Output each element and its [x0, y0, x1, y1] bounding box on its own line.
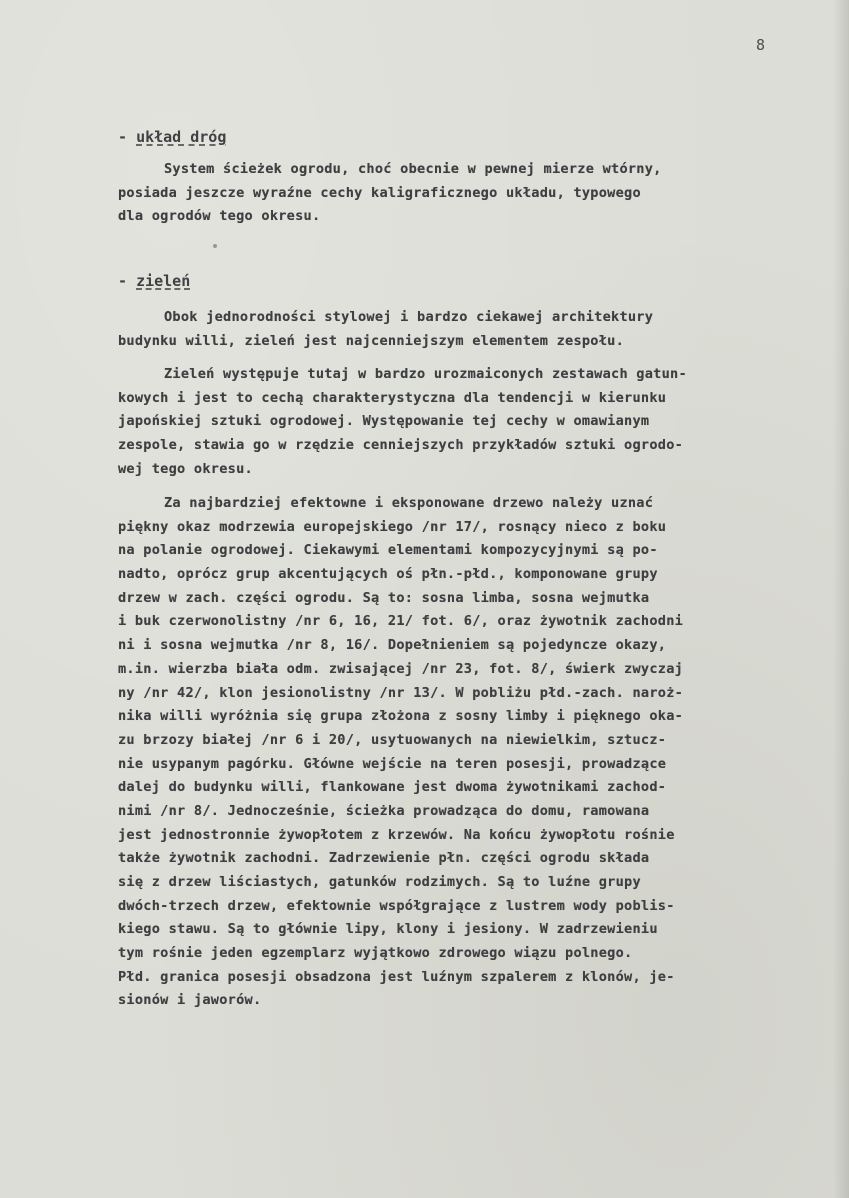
text-line: dwóch-trzech drzew, efektownie współgrające z lustrem wody poblis-: [118, 897, 675, 914]
paragraph-greenery-trees: [118, 492, 828, 1013]
text-line: i buk czerwonolistny /nr 6, 16, 21/ fot. 6/, oraz żywotnik zachodni: [118, 613, 684, 630]
text-line: m.in. wierzba biała odm. zwisającej /nr 23, fot. 8/, świerk zwyczaj: [118, 660, 684, 677]
text-line: sionów i jaworów.: [118, 992, 262, 1009]
paragraph-greenery-intro: [118, 306, 828, 353]
text-line: budynku willi, zieleń jest najcenniejszym elementem zespołu.: [118, 332, 625, 349]
text-line: ny /nr 42/, klon jesionolistny /nr 13/. W pobliżu płd.-zach. naroż-: [118, 684, 684, 701]
text-line: zespole, stawia go w rzędzie cenniejszych przykładów sztuki ogrodo-: [118, 437, 684, 454]
text-line: piękny okaz modrzewia europejskiego /nr 17/, rosnący nieco z boku: [118, 518, 667, 535]
paragraph-roads: [118, 158, 828, 229]
text-line: nadto, oprócz grup akcentujących oś płn.-płd., komponowane grupy: [118, 566, 658, 583]
text-line: Zieleń występuje tutaj w bardzo urozmaiconych zestawach gatun-: [164, 366, 687, 382]
text-line: nika willi wyróżnia się grupa złożona z sosny limby i pięknego oka-: [118, 708, 684, 725]
text-line: dalej do budynku willi, flankowane jest dwoma żywotnikami zachod-: [118, 779, 667, 796]
text-line: ni i sosna wejmutka /nr 8, 16/. Dopełnieniem są pojedyncze okazy,: [118, 637, 667, 654]
heading-dash: -: [118, 128, 137, 146]
text-line: Obok jednorodności stylowej i bardzo ciekawej architektury: [164, 309, 654, 325]
heading-text: zieleń: [136, 272, 191, 290]
text-line: Płd. granica posesji obsadzona jest luźnym szpalerem z klonów, je-: [118, 968, 675, 985]
text-line: drzew w zach. części ogrodu. Są to: sosna limba, sosna wejmutka: [118, 589, 650, 606]
text-line: posiada jeszcze wyraźne cechy kaligraficznego układu, typowego: [118, 184, 641, 201]
heading-text: układ dróg: [136, 128, 227, 146]
page-edge-shadow: [833, 0, 849, 1198]
paper-speck: [213, 244, 217, 248]
text-line: nimi /nr 8/. Jednocześnie, ścieżka prowadząca do domu, ramowana: [118, 802, 650, 819]
text-line: także żywotnik zachodni. Zadrzewienie płn. części ogrodu składa: [118, 850, 650, 867]
text-line: System ścieżek ogrodu, choć obecnie w pewnej mierze wtórny,: [164, 161, 662, 177]
heading-dash: -: [118, 272, 137, 290]
text-line: Za najbardziej efektowne i eksponowane drzewo należy uznać: [164, 495, 654, 511]
text-line: nie usypanym pagórku. Główne wejście na teren posesji, prowadzące: [118, 755, 667, 772]
text-line: dla ogrodów tego okresu.: [118, 208, 321, 225]
text-line: jest jednostronnie żywopłotem z krzewów. Na końcu żywopłotu rośnie: [118, 826, 675, 843]
section-heading-roads: [118, 128, 226, 146]
text-line: wej tego okresu.: [118, 460, 253, 477]
text-line: się z drzew liściastych, gatunków rodzimych. Są to luźne grupy: [118, 874, 641, 890]
text-line: na polanie ogrodowej. Ciekawymi elementami kompozycyjnymi są po-: [118, 542, 658, 559]
text-line: tym rośnie jeden egzemplarz wyjątkowo zdrowego wiązu polnego.: [118, 945, 633, 962]
text-line: zu brzozy białej /nr 6 i 20/, usytuowanych na niewielkim, sztucz-: [118, 731, 667, 748]
text-line: kowych i jest to cechą charakterystyczna dla tendencji w kierunku: [118, 389, 667, 406]
page-number: 8: [756, 36, 766, 54]
text-line: kiego stawu. Są to głównie lipy, klony i jesiony. W zadrzewieniu: [118, 921, 658, 938]
section-heading-greenery: [118, 272, 190, 290]
paragraph-greenery-style: [118, 363, 828, 481]
text-line: japońskiej sztuki ogrodowej. Występowanie tej cechy w omawianym: [118, 413, 650, 430]
